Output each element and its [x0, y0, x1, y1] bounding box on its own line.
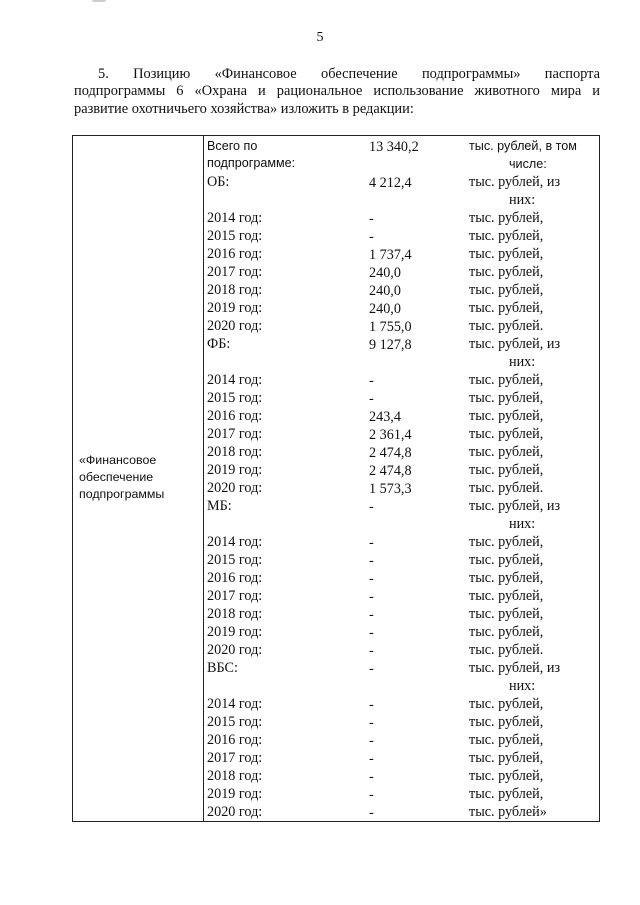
row-unit-line: них:: [509, 677, 536, 694]
row-label-line: 2017 год:: [207, 264, 263, 280]
table-row: [207, 426, 599, 444]
row-unit-line: тыс. рублей,: [469, 696, 544, 712]
row-label: [207, 534, 357, 551]
financing-rows: [207, 138, 599, 822]
table-row: [207, 552, 599, 570]
row-label: [207, 588, 357, 605]
row-label: [207, 642, 357, 659]
row-unit-line: тыс. рублей,: [469, 228, 544, 244]
row-label: [207, 552, 357, 569]
row-unit: [469, 462, 597, 480]
table-row: [207, 696, 599, 714]
row-unit-line: них:: [509, 191, 536, 208]
row-unit: [469, 606, 597, 624]
row-unit: [469, 246, 597, 264]
row-unit-line: тыс. рублей, в том: [469, 139, 577, 153]
table-row: [207, 336, 599, 372]
row-label: [207, 570, 357, 587]
row-label: [207, 372, 357, 389]
row-label-line: 2018 год:: [207, 606, 263, 622]
row-value: -: [369, 751, 374, 767]
row-label: [207, 228, 357, 245]
table-row: [207, 246, 599, 264]
row-unit-line: тыс. рублей,: [469, 552, 544, 568]
row-unit: [469, 318, 597, 336]
row-label-line: подпрограмме:: [207, 156, 296, 170]
row-unit-line: тыс. рублей,: [469, 246, 544, 262]
row-label-line: ВБС:: [207, 660, 238, 676]
row-label-line: 2015 год:: [207, 552, 263, 568]
row-label: [207, 750, 357, 767]
table-row: [207, 210, 599, 228]
instruction-paragraph: [74, 66, 600, 118]
row-label: [207, 732, 357, 749]
row-unit: [469, 660, 597, 695]
row-unit-line: тыс. рублей, из: [469, 336, 561, 352]
row-label-line: 2014 год:: [207, 372, 263, 388]
row-unit: [469, 336, 597, 371]
row-unit: [469, 732, 597, 750]
column-divider: [203, 136, 204, 821]
row-value: -: [369, 733, 374, 749]
row-label-line: 2020 год:: [207, 642, 263, 658]
row-label-line: 2020 год:: [207, 804, 263, 820]
row-label-line: 2019 год:: [207, 300, 263, 316]
row-value: 2 474,8: [369, 445, 412, 461]
table-row: [207, 768, 599, 786]
row-value: -: [369, 661, 374, 677]
row-label-line: 2020 год:: [207, 318, 263, 334]
row-value: -: [369, 373, 374, 389]
table-row: [207, 174, 599, 210]
row-label: [207, 336, 357, 353]
row-label-line: 2017 год:: [207, 588, 263, 604]
row-value: -: [369, 805, 374, 821]
table-row: [207, 534, 599, 552]
scan-mark: [92, 0, 106, 2]
row-label-line: 2020 год:: [207, 480, 263, 496]
row-value: -: [369, 715, 374, 731]
page-number: 5: [316, 30, 324, 45]
row-label-line: ОБ:: [207, 174, 230, 190]
table-row: [207, 408, 599, 426]
row-value: -: [369, 589, 374, 605]
table-row: [207, 462, 599, 480]
row-unit-line: числе:: [509, 156, 547, 171]
row-value: -: [369, 211, 374, 227]
row-value: -: [369, 571, 374, 587]
row-unit-line: тыс. рублей,: [469, 426, 544, 442]
row-label: [207, 138, 357, 172]
row-unit-line: тыс. рублей,: [469, 444, 544, 460]
row-value: -: [369, 643, 374, 659]
row-unit-line: тыс. рублей,: [469, 588, 544, 604]
row-label-line: 2015 год:: [207, 228, 263, 244]
row-unit: [469, 282, 597, 300]
table-row: [207, 480, 599, 498]
row-label-line: 2017 год:: [207, 426, 263, 442]
row-label: [207, 318, 357, 335]
row-unit: [469, 696, 597, 714]
row-value: -: [369, 499, 374, 515]
row-label-line: МБ:: [207, 498, 232, 514]
row-label: [207, 606, 357, 623]
row-label-line: 2016 год:: [207, 732, 263, 748]
row-value: 240,0: [369, 301, 401, 317]
row-unit: [469, 210, 597, 228]
row-value: -: [369, 607, 374, 623]
row-label: [207, 408, 357, 425]
row-label: [207, 660, 357, 677]
row-label-line: 2018 год:: [207, 444, 263, 460]
row-label-line: 2019 год:: [207, 462, 263, 478]
row-unit-line: тыс. рублей,: [469, 210, 544, 226]
row-unit-line: тыс. рублей, из: [469, 498, 561, 514]
row-label-line: 2017 год:: [207, 750, 263, 766]
row-value: -: [369, 391, 374, 407]
row-label: [207, 624, 357, 641]
row-label: [207, 300, 357, 317]
row-unit: [469, 390, 597, 408]
row-unit-line: тыс. рублей,: [469, 264, 544, 280]
row-label-line: 2015 год:: [207, 390, 263, 406]
row-value: 4 212,4: [369, 175, 412, 191]
row-unit-line: тыс. рублей, из: [469, 660, 561, 676]
row-label: [207, 462, 357, 479]
table-row: [207, 138, 599, 174]
financing-label-line: «Финансовое: [79, 453, 157, 467]
table-row: [207, 282, 599, 300]
row-unit-line: тыс. рублей,: [469, 606, 544, 622]
row-label-line: 2016 год:: [207, 570, 263, 586]
table-row: [207, 624, 599, 642]
row-unit: [469, 138, 597, 173]
row-label: [207, 390, 357, 407]
row-label-line: ФБ:: [207, 336, 231, 352]
financing-label-line: подпрограммы: [79, 487, 165, 501]
row-unit: [469, 624, 597, 642]
row-value: 240,0: [369, 265, 401, 281]
table-row: [207, 570, 599, 588]
row-label: [207, 246, 357, 263]
row-unit: [469, 714, 597, 732]
paragraph-line-3: развитие охотничьего хозяйства» изложить в редакции:: [74, 100, 414, 117]
paragraph-line-2: подпрограммы 6 «Охрана и рациональное использование животного мира и: [74, 83, 600, 100]
row-unit-line: тыс. рублей,: [469, 786, 544, 802]
row-label: [207, 480, 357, 497]
row-value: -: [369, 535, 374, 551]
row-value: -: [369, 553, 374, 569]
row-unit: [469, 408, 597, 426]
row-value: 2 474,8: [369, 463, 412, 479]
row-unit: [469, 552, 597, 570]
row-label: [207, 264, 357, 281]
row-label-line: 2019 год:: [207, 786, 263, 802]
row-unit-line: них:: [509, 515, 536, 532]
row-label: [207, 768, 357, 785]
row-unit: [469, 426, 597, 444]
row-unit-line: тыс. рублей,: [469, 408, 544, 424]
row-unit-line: тыс. рублей,: [469, 750, 544, 766]
table-row: [207, 804, 599, 822]
row-label: [207, 210, 357, 227]
row-label-line: 2018 год:: [207, 768, 263, 784]
row-label-line: 2018 год:: [207, 282, 263, 298]
row-unit-line: тыс. рублей.: [469, 642, 544, 658]
row-value: 240,0: [369, 283, 401, 299]
row-unit: [469, 372, 597, 390]
row-label: [207, 174, 357, 191]
row-label: [207, 714, 357, 731]
row-unit: [469, 534, 597, 552]
row-unit-line: них:: [509, 353, 536, 370]
row-unit-line: тыс. рублей,: [469, 570, 544, 586]
row-unit-line: тыс. рублей, из: [469, 174, 561, 190]
financing-label-cell: [79, 452, 199, 503]
row-label: [207, 444, 357, 461]
row-unit: [469, 570, 597, 588]
row-label-line: Всего по: [207, 139, 258, 153]
row-label-line: 2014 год:: [207, 534, 263, 550]
row-label-line: 2014 год:: [207, 696, 263, 712]
table-row: [207, 498, 599, 534]
financing-label-line: обеспечение: [79, 470, 154, 484]
row-value: 9 127,8: [369, 337, 412, 353]
row-unit: [469, 264, 597, 282]
row-unit: [469, 642, 597, 660]
row-label: [207, 282, 357, 299]
table-row: [207, 732, 599, 750]
row-unit-line: тыс. рублей.: [469, 480, 544, 496]
row-unit-line: тыс. рублей»: [469, 804, 547, 820]
table-row: [207, 318, 599, 336]
row-label: [207, 696, 357, 713]
row-label: [207, 426, 357, 443]
row-unit-line: тыс. рублей,: [469, 624, 544, 640]
row-value: 1 755,0: [369, 319, 412, 335]
row-unit-line: тыс. рублей,: [469, 714, 544, 730]
table-row: [207, 606, 599, 624]
row-label: [207, 498, 357, 515]
row-label: [207, 804, 357, 821]
row-value: -: [369, 787, 374, 803]
row-unit-line: тыс. рублей,: [469, 282, 544, 298]
row-value: 13 340,2: [369, 139, 419, 155]
table-row: [207, 300, 599, 318]
row-value: 1 573,3: [369, 481, 412, 497]
table-row: [207, 786, 599, 804]
row-unit: [469, 768, 597, 786]
row-value: 1 737,4: [369, 247, 412, 263]
table-row: [207, 588, 599, 606]
row-unit-line: тыс. рублей,: [469, 534, 544, 550]
table-row: [207, 390, 599, 408]
row-unit-line: тыс. рублей.: [469, 318, 544, 334]
row-label-line: 2016 год:: [207, 246, 263, 262]
row-unit: [469, 444, 597, 462]
row-unit-line: тыс. рублей,: [469, 372, 544, 388]
row-value: 243,4: [369, 409, 401, 425]
row-value: -: [369, 697, 374, 713]
row-unit: [469, 786, 597, 804]
row-unit: [469, 804, 597, 822]
row-unit-line: тыс. рублей,: [469, 462, 544, 478]
row-value: -: [369, 229, 374, 245]
table-row: [207, 714, 599, 732]
row-label-line: 2015 год:: [207, 714, 263, 730]
row-unit: [469, 498, 597, 533]
row-value: 2 361,4: [369, 427, 412, 443]
row-label: [207, 786, 357, 803]
row-unit: [469, 750, 597, 768]
row-unit: [469, 588, 597, 606]
table-row: [207, 264, 599, 282]
paragraph-line-1: 5. Позицию «Финансовое обеспечение подпрограммы» паспорта: [98, 66, 600, 82]
row-unit: [469, 228, 597, 246]
row-label-line: 2016 год:: [207, 408, 263, 424]
row-unit-line: тыс. рублей,: [469, 390, 544, 406]
row-unit-line: тыс. рублей,: [469, 300, 544, 316]
row-unit: [469, 480, 597, 498]
row-unit-line: тыс. рублей,: [469, 768, 544, 784]
row-label-line: 2019 год:: [207, 624, 263, 640]
row-unit: [469, 174, 597, 209]
row-value: -: [369, 769, 374, 785]
row-value: -: [369, 625, 374, 641]
table-row: [207, 372, 599, 390]
table-row: [207, 444, 599, 462]
financing-table: [72, 135, 600, 822]
table-row: [207, 750, 599, 768]
row-unit: [469, 300, 597, 318]
table-row: [207, 642, 599, 660]
row-label-line: 2014 год:: [207, 210, 263, 226]
table-row: [207, 660, 599, 696]
row-unit-line: тыс. рублей,: [469, 732, 544, 748]
table-row: [207, 228, 599, 246]
